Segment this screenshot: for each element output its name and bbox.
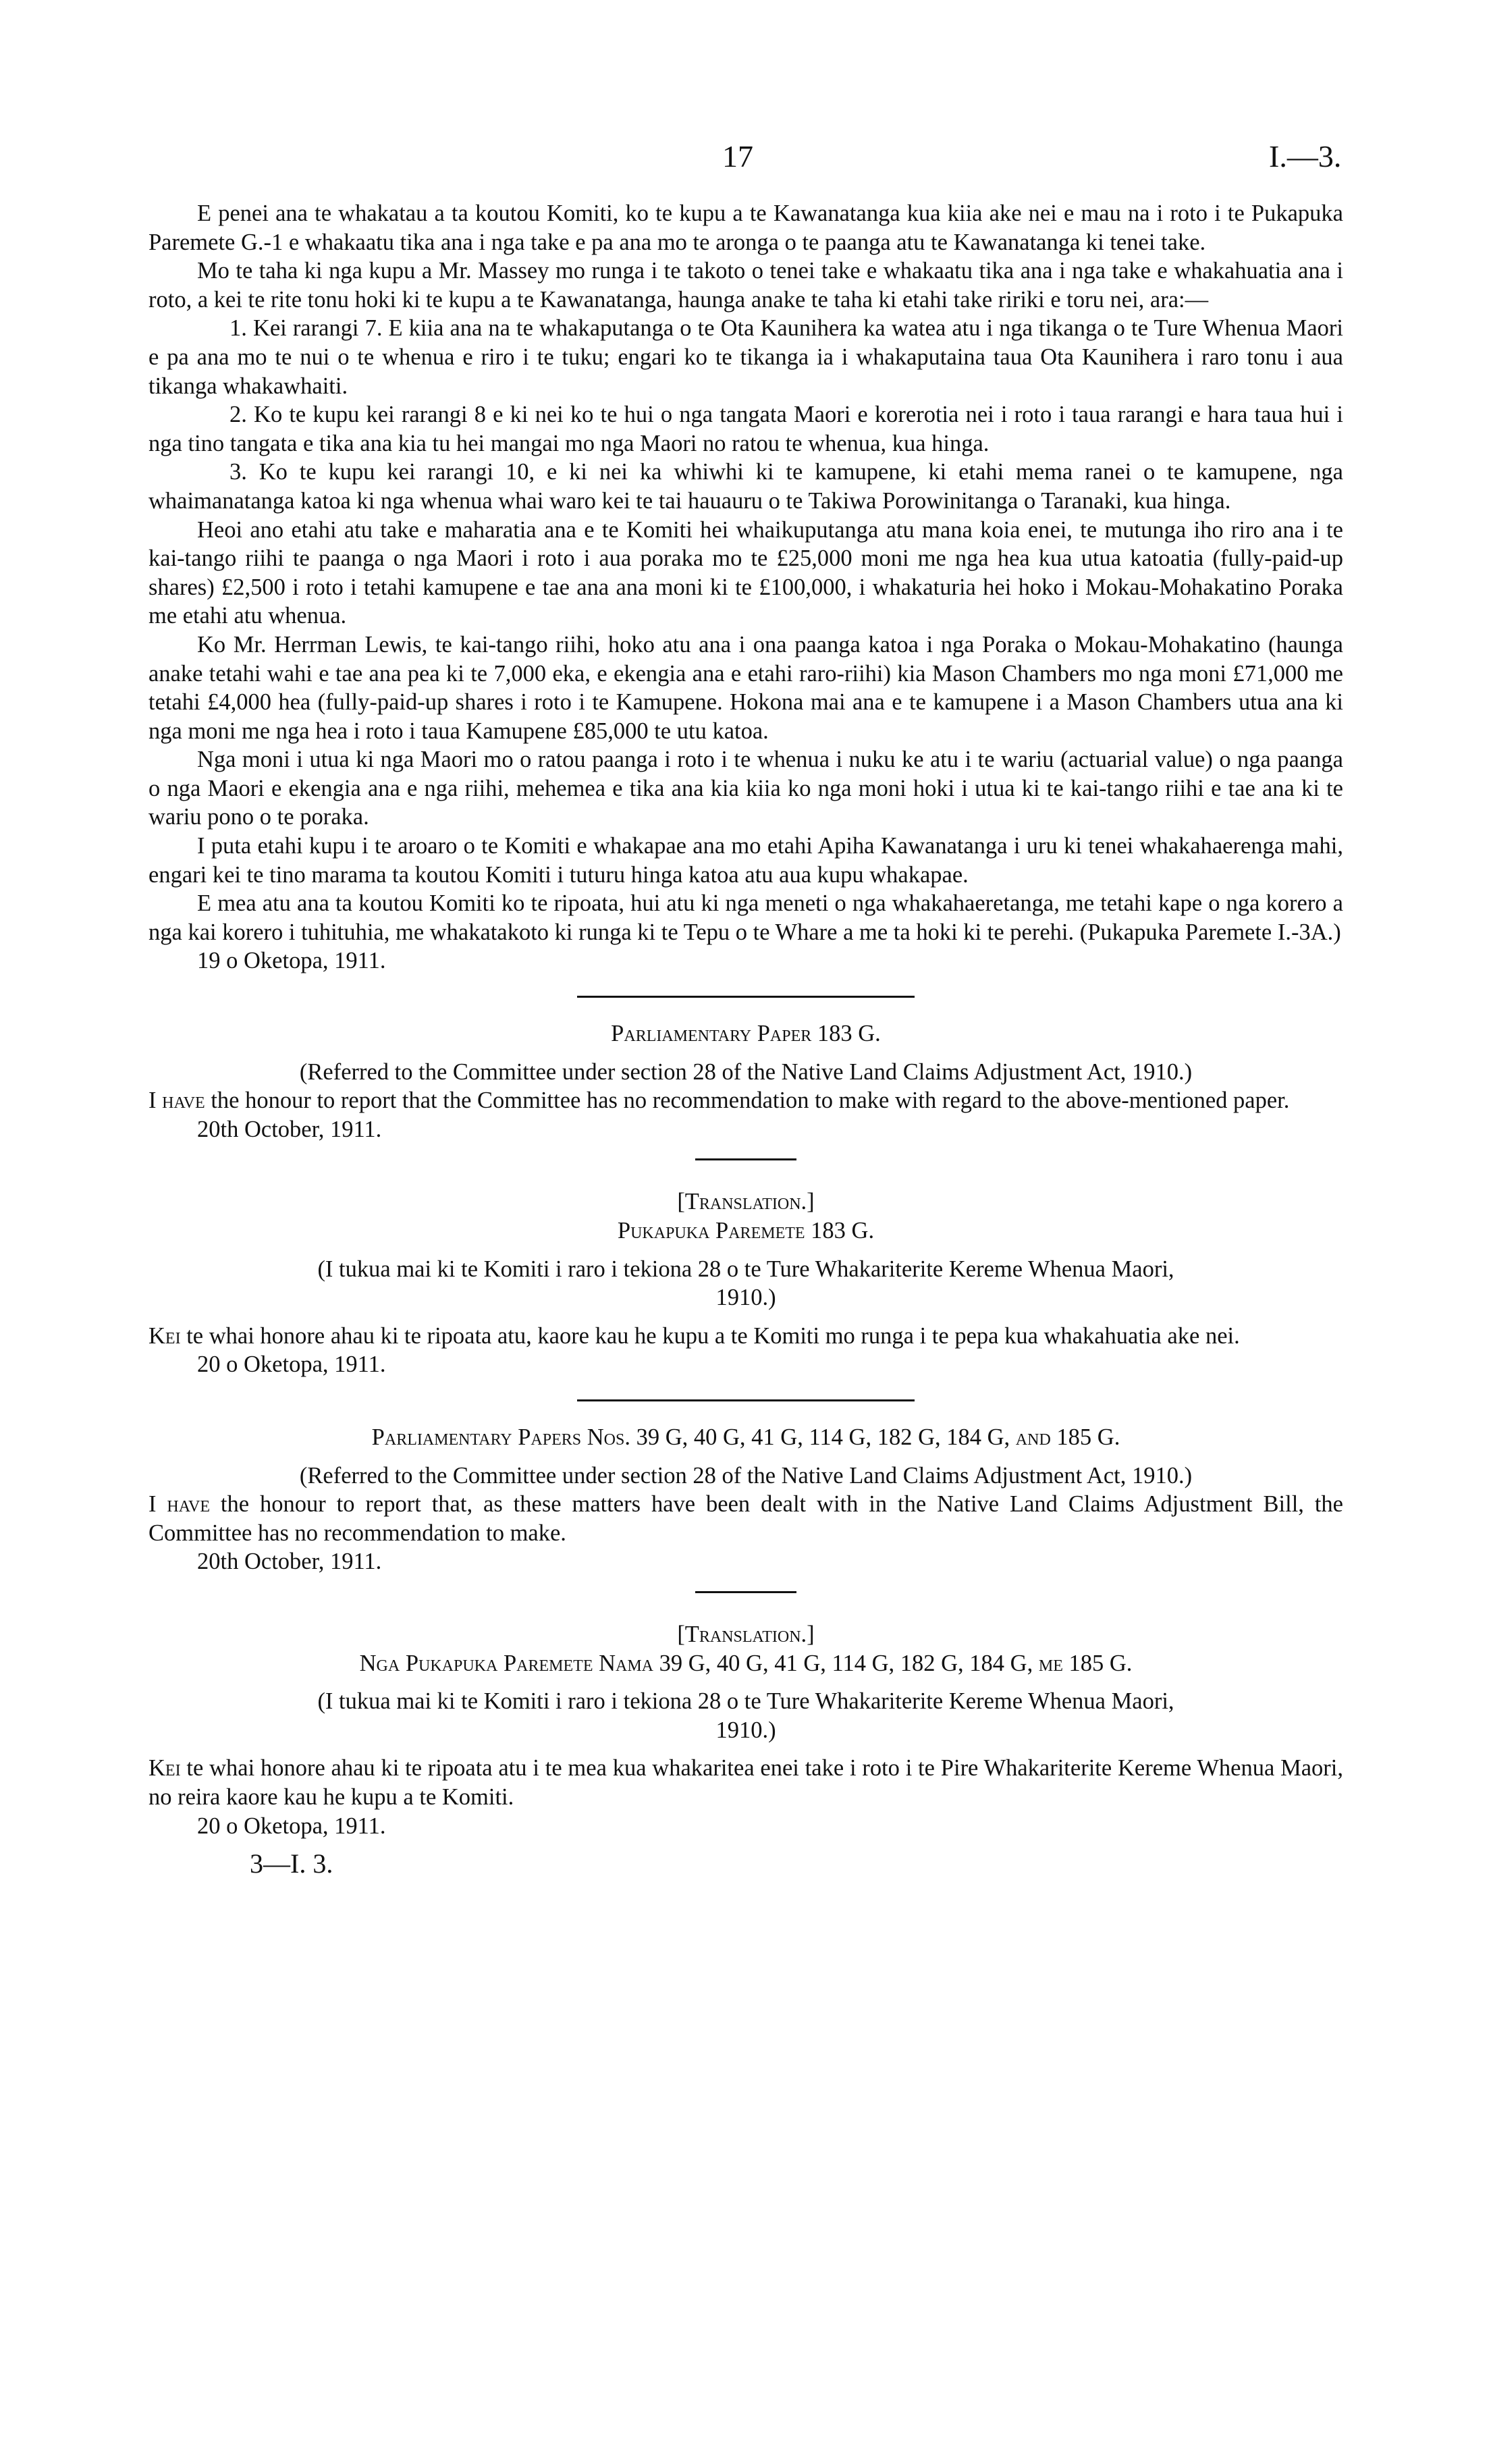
short-divider — [695, 1158, 796, 1160]
list-item: 3. Ko te kupu kei rarangi 10, e ki nei ka whiwhi ki te kamupene, ki etahi mema ranei o te kamupene, nga whaimanatanga katoa ki nga whenua whai waro kei te tai hauauru o te Takiwa Porowinitanga o Taranaki, kua hinga. — [148, 459, 1343, 514]
paragraph: Mo te taha ki nga kupu a Mr. Massey mo runga i te takoto o tenei take e whakaatu tika ana i nga take e whakahuatia ana i roto, a kei te rite tonu hoki ki te kupu a te Kawanatanga, haunga anake te taha ki etahi take ririki e toru nei, ara:— — [148, 258, 1343, 313]
section-divider — [577, 996, 915, 998]
translation-183-section — [148, 1187, 1343, 1379]
printer-signature: 3—I. 3. — [250, 1848, 333, 1879]
translation-multi-section — [148, 1620, 1343, 1840]
lead-in: Kei — [148, 1322, 181, 1349]
page-number: 17 — [722, 139, 753, 173]
short-divider — [695, 1591, 796, 1593]
date-line: 20 o Oketopa, 1911. — [197, 1813, 386, 1839]
date-line: 20 o Oketopa, 1911. — [197, 1351, 386, 1378]
date-line: 19 o Oketopa, 1911. — [197, 948, 386, 974]
paragraph: Ko Mr. Herrman Lewis, te kai-tango riihi, hoko atu ana i ona paanga katoa i nga Poraka o Mokau-Mohakatino (haunga anake tetahi wahi e tae ana pea ki te 7,000 eka, e ekengia ana e etahi raro-riihi) kia Mason Chambers mo nga moni £71,000 me tetahi £4,000 hea (fully-paid-up shares i roto i te Kamupene. Hokona mai ana e te kamupene i a Mason Chambers utua ana ki nga moni me nga hea i roto i taua Kamupene £85,000 te utu katoa. — [148, 631, 1343, 744]
paragraph: Nga moni i utua ki nga Maori mo o ratou paanga i roto i te whenua i nuku ke atu i te wariu (actuarial value) o nga paanga o nga Maori e ekengia ana e nga riihi, mehemea e tika ana kia kiia ko nga moni hoki i utua ki te kai-tango riihi e tae ana ki te wariu pono o te poraka. — [148, 747, 1343, 830]
referral-note: (Referred to the Committee under section 28 of the Native Land Claims Adjustment Act, 1910.) — [299, 1462, 1193, 1489]
section-title: Parliamentary Paper 183 G. — [611, 1021, 881, 1047]
papers-multi-section — [148, 1423, 1343, 1576]
report-body: the honour to report that, as these matters have been dealt with in the Native Land Claims Adjustment Bill, the Committee has no recommendation to make. — [148, 1491, 1343, 1546]
paragraph: E mea atu ana ta koutou Komiti ko te ripoata, hui atu ki nga meneti o nga whakahaeretanga, me tetahi kape o nga korero a nga kai korero i tuhituhia, me whakatakoto ki runga ki te Tepu o te Whare a me ta hoki ki te perehi. (Pukapuka Paremete I.-3A.) — [148, 890, 1343, 945]
section-title: Nga Pukapuka Paremete Nama 39 G, 40 G, 41 G, 114 G, 182 G, 184 G, me 185 G. — [359, 1650, 1133, 1676]
section-divider — [577, 1399, 915, 1401]
date-line: 20th October, 1911. — [197, 1549, 382, 1575]
maori-report-section — [148, 199, 1343, 975]
document-body — [148, 199, 1343, 1879]
translation-label: [Translation.] — [677, 1621, 815, 1647]
paragraph: Heoi ano etahi atu take e maharatia ana e te Komiti hei whaikuputanga atu mana koia enei, te mutunga iho riro ana i te kai-tango riihi te paanga o nga Maori i roto i aua poraka mo te £25,000 moni me nga hea kua utua katoatia (fully-paid-up shares) £2,500 i roto i tetahi kamupene e tae ana ana moni ki te £100,000, i whakaturia hei hoko i Mokau-Mohakatino Poraka me etahi atu whenua. — [148, 516, 1343, 629]
report-text — [148, 1754, 1343, 1811]
report-text — [148, 1086, 1343, 1115]
paragraph: E penei ana te whakatau a ta koutou Komiti, ko te kupu a te Kawanatanga kua kiia ake nei e mau na i roto i te Pukapuka Paremete G.-1 e whakaatu tika ana i nga take e pa ana mo te aronga o te paanga atu te Kawanatanga ki tenei take. — [148, 200, 1343, 255]
referral-note: (I tukua mai ki te Komiti i raro i tekiona 28 o te Ture Whakariterite Kereme Whenua Maori, — [317, 1688, 1174, 1715]
referral-note: (I tukua mai ki te Komiti i raro i tekiona 28 o te Ture Whakariterite Kereme Whenua Maori, — [317, 1256, 1174, 1282]
lead-in: I have — [148, 1088, 205, 1114]
referral-note-cont: 1910.) — [715, 1717, 776, 1743]
lead-in: Kei — [148, 1755, 181, 1782]
report-body: the honour to report that the Committee has no recommendation to make with regard to the above-mentioned paper. — [211, 1088, 1290, 1114]
paper-183-section — [148, 1019, 1343, 1144]
referral-note: (Referred to the Committee under section 28 of the Native Land Claims Adjustment Act, 1910.) — [299, 1059, 1193, 1085]
report-text — [148, 1490, 1343, 1547]
referral-note-cont: 1910.) — [715, 1285, 776, 1311]
document-reference: I.—3. — [1269, 139, 1342, 173]
section-title: Pukapuka Paremete 183 G. — [617, 1218, 875, 1243]
list-item: 2. Ko te kupu kei rarangi 8 e ki nei ko te hui o nga tangata Maori e korerotia nei i roto i taua rarangi e hara taua hui i nga tino tangata e tika ana kia tu hei mangai mo nga Maori no ratou te whenua, kua hinga. — [148, 402, 1343, 456]
lead-in: I have — [148, 1491, 210, 1518]
report-text — [148, 1322, 1343, 1351]
paragraph: I puta etahi kupu i te aroaro o te Komiti e whakapae ana mo etahi Apiha Kawanatanga i uru ki tenei whakahaerenga mahi, engari kei te tino marama ta koutou Komiti i tuturu hinga katoa atu aua kupu whakapae. — [148, 833, 1343, 888]
report-body: te whai honore ahau ki te ripoata atu i te mea kua whakaritea enei take i roto i te Pire Whakariterite Kereme Whenua Maori, no reira kaore kau he kupu a te Komiti. — [148, 1755, 1344, 1810]
list-item: 1. Kei rarangi 7. E kiia ana na te whakaputanga o te Ota Kaunihera ka watea atu i nga tikanga o te Ture Whenua Maori e pa ana mo te nui o te whenua e riro i te tuku; engari ko te tikanga ia i whakaputaina taua Ota Kaunihera i raro tonu i aua tikanga whakawhaiti. — [148, 315, 1343, 399]
date-line: 20th October, 1911. — [197, 1116, 382, 1142]
section-title: Parliamentary Papers Nos. 39 G, 40 G, 41 G, 114 G, 182 G, 184 G, and 185 G. — [371, 1424, 1120, 1450]
translation-label: [Translation.] — [677, 1189, 815, 1215]
report-body: te whai honore ahau ki te ripoata atu, kaore kau he kupu a te Komiti mo runga i te pepa kua whakahuatia ake nei. — [186, 1322, 1240, 1349]
